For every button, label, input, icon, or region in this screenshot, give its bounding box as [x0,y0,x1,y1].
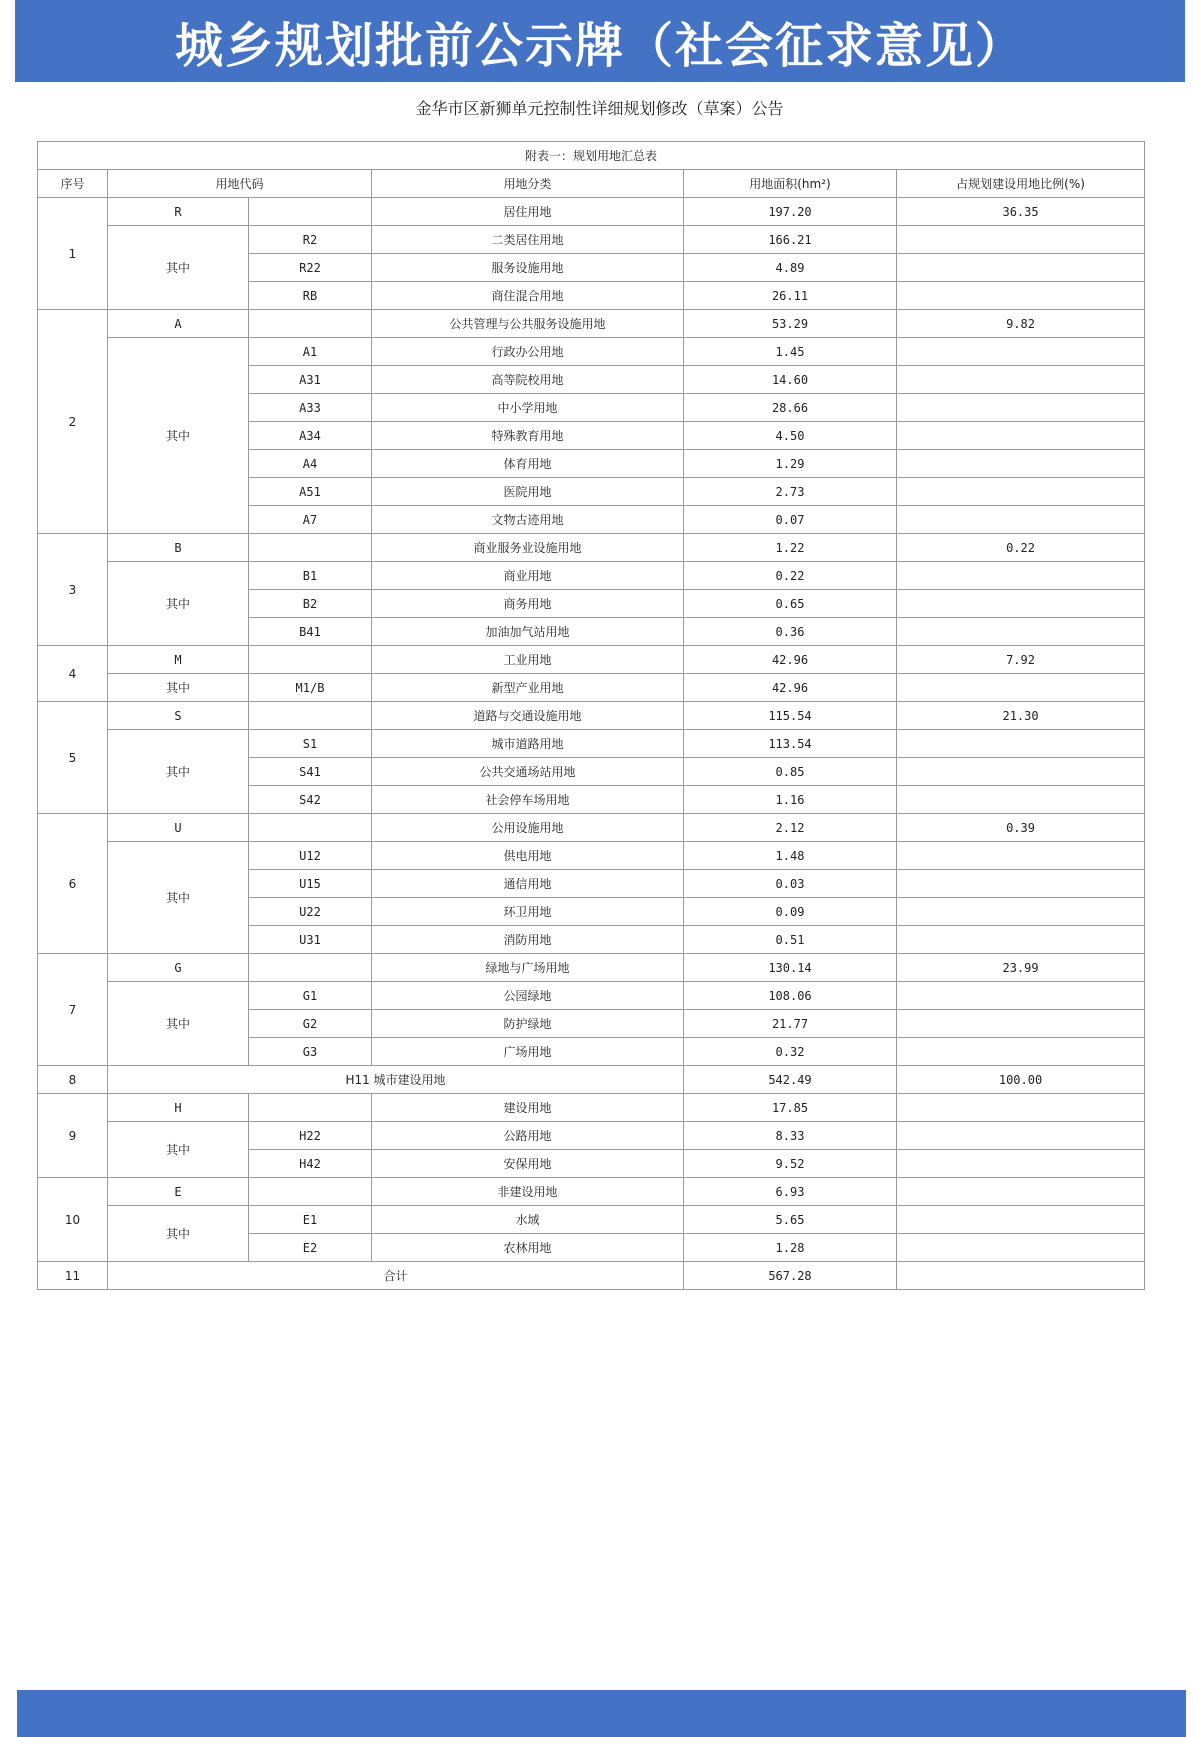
category-cell: 中小学用地 [372,394,684,422]
area-cell: 108.06 [684,982,897,1010]
area-cell: 0.22 [684,562,897,590]
ratio-cell-empty [897,282,1145,310]
category-cell: 社会停车场用地 [372,786,684,814]
subcode-cell: H22 [249,1122,372,1150]
area-cell: 0.36 [684,618,897,646]
sub-label-cell: 其中 [108,338,249,534]
table-row-urban-construction [38,1066,1145,1094]
ratio-cell-empty [897,1122,1145,1150]
area-cell: 542.49 [684,1066,897,1094]
subcode-cell: R22 [249,254,372,282]
subcode-cell-empty [249,646,372,674]
area-cell: 166.21 [684,226,897,254]
seq-cell: 6 [38,814,108,954]
table-row [38,730,1145,758]
area-cell: 28.66 [684,394,897,422]
ratio-cell-empty [897,450,1145,478]
category-cell: 商务用地 [372,590,684,618]
area-cell: 113.54 [684,730,897,758]
subcode-cell: B41 [249,618,372,646]
area-cell: 0.03 [684,870,897,898]
category-cell: 居住用地 [372,198,684,226]
column-header-category: 用地分类 [372,170,684,198]
subcode-cell: A7 [249,506,372,534]
table-caption: 附表一：规划用地汇总表 [38,142,1145,170]
area-cell: 1.28 [684,1234,897,1262]
ratio-cell: 7.92 [897,646,1145,674]
subcode-cell: S41 [249,758,372,786]
category-cell: 安保用地 [372,1150,684,1178]
ratio-cell-empty [897,730,1145,758]
sub-label-cell: 其中 [108,842,249,954]
ratio-cell-empty [897,254,1145,282]
category-cell: 加油加气站用地 [372,618,684,646]
subcode-cell-empty [249,534,372,562]
category-cell: 通信用地 [372,870,684,898]
ratio-cell: 0.22 [897,534,1145,562]
category-cell: 医院用地 [372,478,684,506]
category-cell: 防护绿地 [372,1010,684,1038]
category-cell: 公园绿地 [372,982,684,1010]
seq-cell: 7 [38,954,108,1066]
seq-cell: 3 [38,534,108,646]
category-cell: 城市道路用地 [372,730,684,758]
area-cell: 8.33 [684,1122,897,1150]
category-cell: 消防用地 [372,926,684,954]
subcode-cell-empty [249,198,372,226]
ratio-cell-empty [897,1206,1145,1234]
category-cell: 公共交通场站用地 [372,758,684,786]
table-caption-row [38,142,1145,170]
bottom-banner [17,1690,1186,1737]
sub-label-cell: 其中 [108,226,249,310]
subcode-cell: E2 [249,1234,372,1262]
subcode-cell: U22 [249,898,372,926]
code-cell: U [108,814,249,842]
ratio-cell-empty [897,226,1145,254]
category-cell: 工业用地 [372,646,684,674]
subcode-cell: B1 [249,562,372,590]
ratio-cell-empty [897,870,1145,898]
category-cell: 商业用地 [372,562,684,590]
ratio-cell-empty [897,366,1145,394]
subcode-cell: S1 [249,730,372,758]
ratio-cell-empty [897,842,1145,870]
category-cell: 建设用地 [372,1094,684,1122]
area-cell: 1.22 [684,534,897,562]
category-cell: 农林用地 [372,1234,684,1262]
seq-cell: 11 [38,1262,108,1290]
table-row [38,1094,1145,1122]
category-cell: 非建设用地 [372,1178,684,1206]
ratio-cell-empty [897,394,1145,422]
banner-title: 城乡规划批前公示牌（社会征求意见） [174,17,1025,74]
subcode-cell: A31 [249,366,372,394]
table-row [38,562,1145,590]
subcode-cell-empty [249,1094,372,1122]
subcode-cell: A34 [249,422,372,450]
column-header-seq: 序号 [38,170,108,198]
area-cell: 1.48 [684,842,897,870]
ratio-cell-empty [897,1010,1145,1038]
seq-cell: 8 [38,1066,108,1094]
table-row [38,338,1145,366]
code-cell: G [108,954,249,982]
subcode-cell: G2 [249,1010,372,1038]
subcode-cell: H42 [249,1150,372,1178]
subcode-cell: A33 [249,394,372,422]
seq-cell: 10 [38,1178,108,1262]
category-cell: 文物古迹用地 [372,506,684,534]
area-cell: 0.09 [684,898,897,926]
area-cell: 4.89 [684,254,897,282]
subcode-cell: G3 [249,1038,372,1066]
table-row [38,534,1145,562]
category-cell: 道路与交通设施用地 [372,702,684,730]
area-cell: 1.16 [684,786,897,814]
table-row [38,814,1145,842]
subcode-cell: A1 [249,338,372,366]
table-row [38,982,1145,1010]
ratio-cell-empty [897,1262,1145,1290]
table-header-row [38,170,1145,198]
area-cell: 21.77 [684,1010,897,1038]
category-cell: 新型产业用地 [372,674,684,702]
top-banner [15,0,1185,82]
area-cell: 0.85 [684,758,897,786]
table-row-total [38,1262,1145,1290]
ratio-cell-empty [897,478,1145,506]
code-cell: S [108,702,249,730]
subcode-cell: U15 [249,870,372,898]
category-cell: 广场用地 [372,1038,684,1066]
category-cell: 服务设施用地 [372,254,684,282]
table-row [38,310,1145,338]
subcode-cell-empty [249,1178,372,1206]
table-row [38,674,1145,702]
area-cell: 53.29 [684,310,897,338]
area-cell: 0.51 [684,926,897,954]
seq-cell: 2 [38,310,108,534]
code-cell: A [108,310,249,338]
area-cell: 0.32 [684,1038,897,1066]
table-row [38,1178,1145,1206]
sub-label-cell: 其中 [108,1122,249,1178]
ratio-cell-empty [897,786,1145,814]
category-cell: 体育用地 [372,450,684,478]
table-row [38,702,1145,730]
subcode-cell: M1/B [249,674,372,702]
ratio-cell-empty [897,982,1145,1010]
area-cell: 2.12 [684,814,897,842]
table-row [38,198,1145,226]
ratio-cell-empty [897,1234,1145,1262]
category-cell: 高等院校用地 [372,366,684,394]
ratio-cell: 23.99 [897,954,1145,982]
area-cell: 42.96 [684,674,897,702]
table-row [38,646,1145,674]
area-cell: 197.20 [684,198,897,226]
sub-label-cell: 其中 [108,674,249,702]
total-area-cell: 567.28 [684,1262,897,1290]
area-cell: 17.85 [684,1094,897,1122]
code-cell: H [108,1094,249,1122]
subcode-cell-empty [249,954,372,982]
category-cell: 公共管理与公共服务设施用地 [372,310,684,338]
category-cell: 绿地与广场用地 [372,954,684,982]
sub-label-cell: 其中 [108,1206,249,1262]
ratio-cell: 0.39 [897,814,1145,842]
seq-cell: 5 [38,702,108,814]
sub-label-cell: 其中 [108,730,249,814]
ratio-cell-empty [897,338,1145,366]
ratio-cell: 21.30 [897,702,1145,730]
seq-cell: 9 [38,1094,108,1178]
subcode-cell-empty [249,702,372,730]
table-row [38,226,1145,254]
subcode-cell: U31 [249,926,372,954]
category-cell: 供电用地 [372,842,684,870]
seq-cell: 1 [38,198,108,310]
subcode-cell: A51 [249,478,372,506]
land-use-table-wrapper [37,141,1144,1290]
subcode-cell: RB [249,282,372,310]
column-header-ratio: 占规划建设用地比例(%) [897,170,1145,198]
area-cell: 4.50 [684,422,897,450]
category-cell: 行政办公用地 [372,338,684,366]
category-cell: 商业服务业设施用地 [372,534,684,562]
code-cell: M [108,646,249,674]
area-cell: 14.60 [684,366,897,394]
subcode-cell: U12 [249,842,372,870]
table-row [38,1122,1145,1150]
code-cell: B [108,534,249,562]
subcode-cell: S42 [249,786,372,814]
area-cell: 1.29 [684,450,897,478]
ratio-cell: 9.82 [897,310,1145,338]
subcode-cell: R2 [249,226,372,254]
notice-subtitle: 金华市区新狮单元控制性详细规划修改（草案）公告 [415,99,784,118]
ratio-cell-empty [897,506,1145,534]
area-cell: 42.96 [684,646,897,674]
ratio-cell-empty [897,590,1145,618]
code-cell: R [108,198,249,226]
ratio-cell-empty [897,1150,1145,1178]
area-cell: 130.14 [684,954,897,982]
ratio-cell: 100.00 [897,1066,1145,1094]
subcode-cell: B2 [249,590,372,618]
ratio-cell [897,1094,1145,1122]
area-cell: 26.11 [684,282,897,310]
subcode-cell: E1 [249,1206,372,1234]
category-cell: 水域 [372,1206,684,1234]
area-cell: 1.45 [684,338,897,366]
ratio-cell-empty [897,926,1145,954]
category-cell: 商住混合用地 [372,282,684,310]
category-cell: 环卫用地 [372,898,684,926]
sub-label-cell: 其中 [108,562,249,646]
area-cell: 9.52 [684,1150,897,1178]
area-cell: 0.07 [684,506,897,534]
ratio-cell-empty [897,674,1145,702]
area-cell: 6.93 [684,1178,897,1206]
sub-label-cell: 其中 [108,982,249,1066]
area-cell: 2.73 [684,478,897,506]
ratio-cell [897,1178,1145,1206]
category-cell: 公路用地 [372,1122,684,1150]
column-header-code: 用地代码 [108,170,372,198]
category-cell: 特殊教育用地 [372,422,684,450]
code-cell: E [108,1178,249,1206]
urban-construction-label: H11 城市建设用地 [108,1066,684,1094]
ratio-cell: 36.35 [897,198,1145,226]
subcode-cell: A4 [249,450,372,478]
ratio-cell-empty [897,562,1145,590]
subcode-cell-empty [249,310,372,338]
category-cell: 二类居住用地 [372,226,684,254]
subcode-cell: G1 [249,982,372,1010]
category-cell: 公用设施用地 [372,814,684,842]
area-cell: 115.54 [684,702,897,730]
area-cell: 5.65 [684,1206,897,1234]
table-row [38,1206,1145,1234]
area-cell: 0.65 [684,590,897,618]
table-row [38,954,1145,982]
table-row [38,842,1145,870]
seq-cell: 4 [38,646,108,702]
total-label: 合计 [108,1262,684,1290]
ratio-cell-empty [897,618,1145,646]
ratio-cell-empty [897,1038,1145,1066]
ratio-cell-empty [897,898,1145,926]
ratio-cell-empty [897,422,1145,450]
land-use-summary-table [37,141,1145,1290]
ratio-cell-empty [897,758,1145,786]
subcode-cell-empty [249,814,372,842]
column-header-area: 用地面积(hm²) [684,170,897,198]
